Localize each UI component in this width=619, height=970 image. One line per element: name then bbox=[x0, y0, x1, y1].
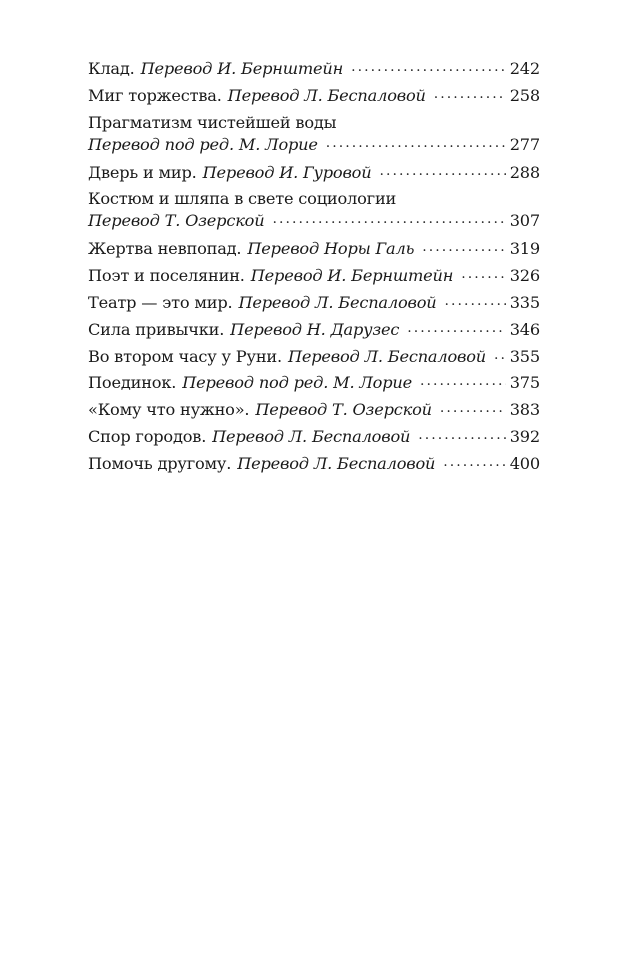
toc-page-number: 392 bbox=[509, 426, 540, 446]
toc-title: Клад. bbox=[88, 59, 135, 78]
toc-page-number: 288 bbox=[509, 162, 540, 182]
toc-translator: Перевод И. Гуровой bbox=[202, 162, 372, 182]
toc-entry-3[interactable] bbox=[88, 113, 540, 157]
toc-row bbox=[88, 160, 540, 187]
toc-entry-11[interactable] bbox=[88, 370, 540, 397]
toc-row bbox=[88, 263, 540, 290]
dot-leader bbox=[326, 131, 506, 155]
toc-entry-4[interactable] bbox=[88, 160, 540, 187]
toc-page-number: 319 bbox=[509, 239, 540, 259]
dot-leader bbox=[420, 368, 506, 395]
dot-leader bbox=[440, 395, 506, 422]
dot-leader bbox=[351, 54, 506, 81]
toc-title: Жертва невпопад. bbox=[88, 239, 242, 259]
toc-entry-12[interactable] bbox=[88, 397, 540, 424]
dot-leader bbox=[434, 81, 506, 108]
toc-title: Дверь и мир. bbox=[88, 162, 197, 182]
toc-entry-7[interactable] bbox=[88, 263, 540, 290]
toc-title: Во втором часу у Руни. bbox=[88, 346, 282, 366]
toc-translator: Перевод Л. Беспаловой bbox=[287, 346, 487, 366]
dot-leader bbox=[494, 342, 506, 369]
toc-title: Театр — это мир. bbox=[88, 292, 233, 312]
toc-translator: Перевод Л. Беспаловой bbox=[237, 453, 436, 473]
toc-translator: Перевод под ред. М. Лорие bbox=[182, 373, 412, 393]
toc-row bbox=[88, 317, 540, 344]
toc-row bbox=[88, 236, 540, 263]
toc-row bbox=[88, 56, 540, 83]
dot-leader bbox=[461, 261, 505, 288]
toc-page-number: 346 bbox=[509, 319, 540, 339]
toc-entry-6[interactable] bbox=[88, 236, 540, 263]
toc-row bbox=[88, 133, 540, 157]
toc-entry-2[interactable] bbox=[88, 83, 540, 110]
toc-row bbox=[88, 424, 540, 451]
toc-entry-14[interactable] bbox=[88, 451, 540, 478]
toc-entry-8[interactable] bbox=[88, 290, 540, 317]
dot-leader bbox=[443, 449, 505, 476]
dot-leader bbox=[379, 158, 505, 185]
toc-title: Костюм и шляпа в свете социологии bbox=[88, 189, 397, 209]
toc-translator: Перевод Л. Беспаловой bbox=[212, 426, 411, 446]
toc-translator: Перевод Т. Озерской bbox=[255, 400, 432, 420]
toc-translator: Перевод И. Бернштейн bbox=[250, 266, 454, 286]
toc-row bbox=[88, 397, 540, 424]
table-of-contents bbox=[88, 56, 540, 478]
toc-page-number: 355 bbox=[509, 346, 540, 366]
toc-row bbox=[88, 370, 540, 397]
dot-leader bbox=[407, 315, 505, 342]
toc-title: Сила привычки. bbox=[88, 319, 225, 339]
toc-title: Миг торжества. bbox=[88, 85, 222, 105]
toc-entry-9[interactable] bbox=[88, 317, 540, 344]
dot-leader bbox=[418, 422, 505, 449]
toc-row bbox=[88, 451, 540, 478]
toc-title: Поэт и поселянин. bbox=[88, 266, 245, 286]
dot-leader bbox=[422, 234, 505, 261]
toc-page-number: 326 bbox=[509, 266, 540, 286]
toc-page-number: 242 bbox=[509, 59, 540, 78]
toc-translator: Перевод Л. Беспаловой bbox=[238, 292, 437, 312]
toc-page-number: 375 bbox=[509, 373, 540, 393]
toc-page-number: 383 bbox=[509, 400, 540, 420]
toc-title: Помочь другому. bbox=[88, 453, 232, 473]
toc-entry-1[interactable] bbox=[88, 56, 540, 83]
toc-translator: Перевод под ред. М. Лорие bbox=[88, 134, 318, 154]
toc-title: Прагматизм чистейшей воды bbox=[88, 112, 337, 132]
toc-page-number: 307 bbox=[509, 211, 540, 231]
toc-translator: Перевод Норы Галь bbox=[247, 239, 415, 259]
toc-translator: Перевод Л. Беспаловой bbox=[227, 85, 426, 105]
toc-row bbox=[88, 83, 540, 110]
dot-leader bbox=[445, 288, 506, 315]
toc-entry-5[interactable] bbox=[88, 189, 540, 233]
toc-title: «Кому что нужно». bbox=[88, 400, 250, 420]
toc-translator: Перевод Т. Озерской bbox=[88, 211, 265, 231]
toc-entry-13[interactable] bbox=[88, 424, 540, 451]
toc-title: Спор городов. bbox=[88, 426, 207, 446]
toc-page-number: 277 bbox=[509, 134, 540, 154]
toc-entry-10[interactable] bbox=[88, 344, 540, 371]
toc-page-number: 258 bbox=[509, 85, 540, 105]
toc-row bbox=[88, 290, 540, 317]
dot-leader bbox=[272, 207, 505, 231]
toc-title: Поединок. bbox=[88, 373, 177, 393]
toc-row bbox=[88, 209, 540, 233]
toc-page-number: 400 bbox=[509, 453, 540, 473]
toc-page-number: 335 bbox=[509, 292, 540, 312]
toc-row bbox=[88, 344, 540, 371]
toc-translator: Перевод Н. Дарузес bbox=[230, 319, 400, 339]
toc-translator: Перевод И. Бернштейн bbox=[140, 59, 344, 78]
